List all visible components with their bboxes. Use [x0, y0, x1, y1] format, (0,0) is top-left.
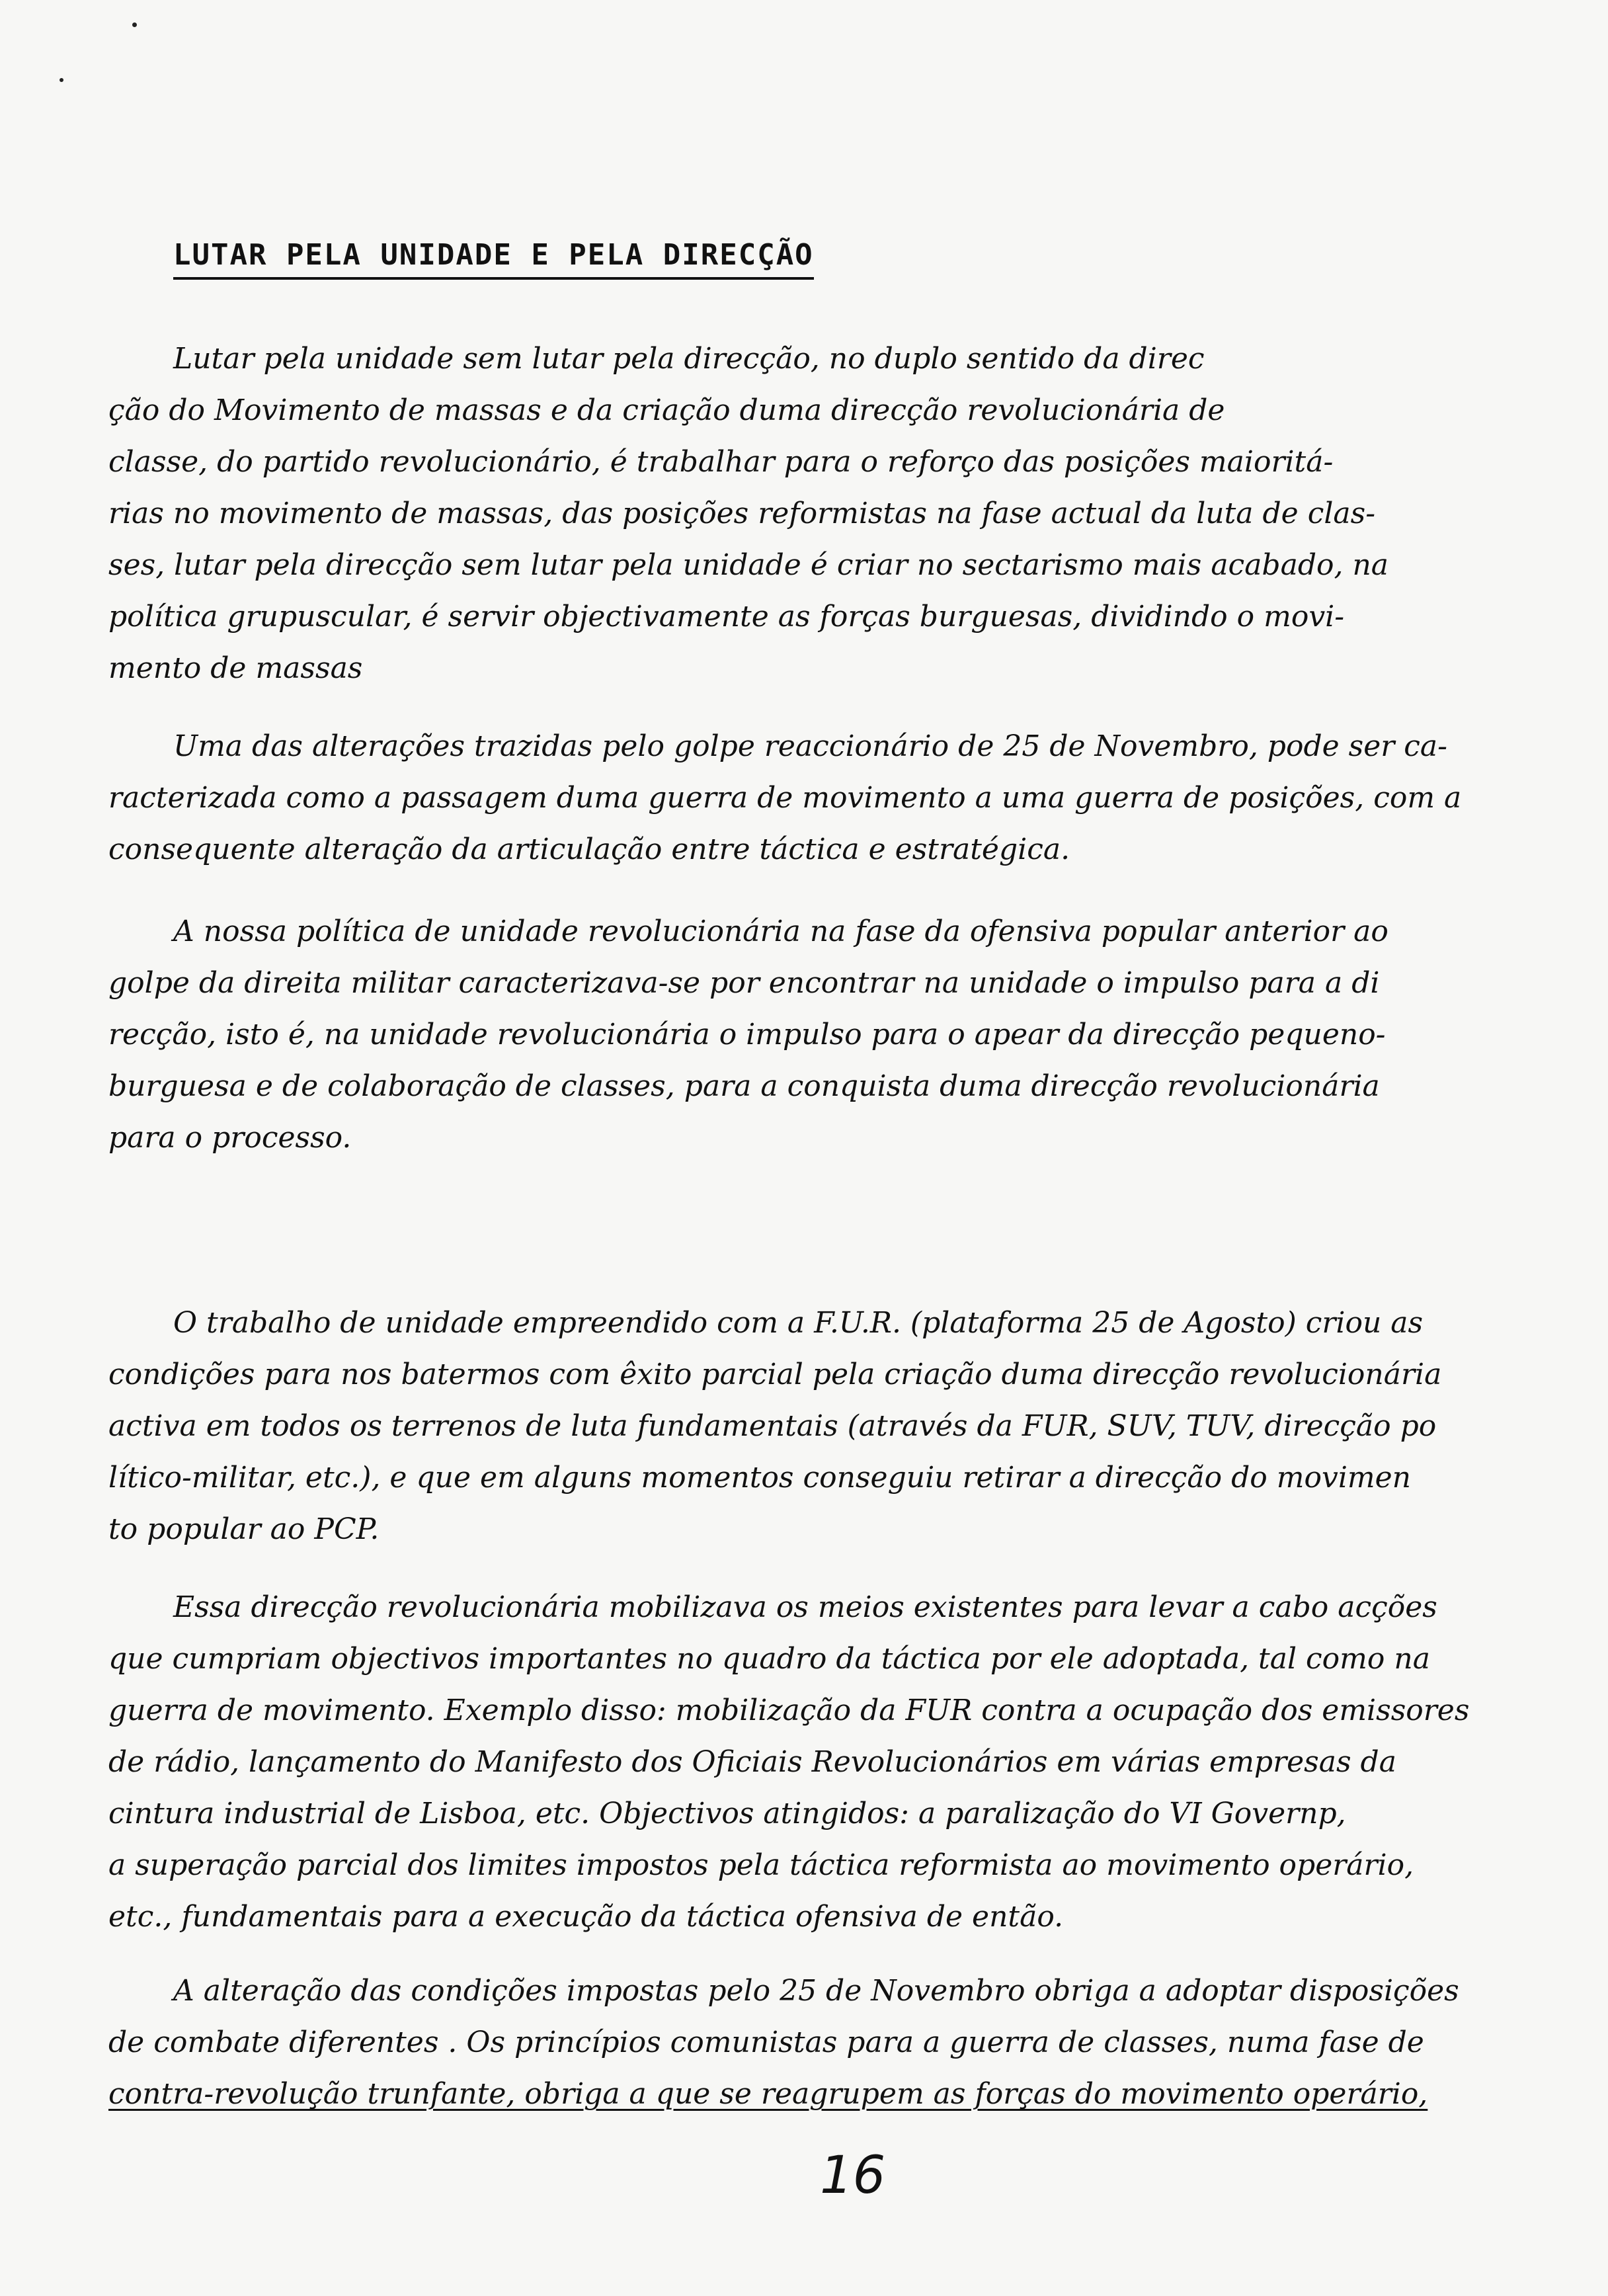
paragraph-line: classe, do partido revolucionário, é trabalhar para o reforço das posições maioritá-	[108, 445, 1334, 479]
paragraph-line: A nossa política de unidade revolucionária na fase da ofensiva popular anterior ao	[173, 915, 1388, 948]
paragraph-line: O trabalho de unidade empreendido com a F.U.R. (plataforma 25 de Agosto) criou as	[173, 1306, 1424, 1340]
paragraph-line: golpe da direita militar caracterizava-se por encontrar na unidade o impulso para a di	[108, 966, 1380, 1000]
paragraph-line: cintura industrial de Lisboa, etc. Objectivos atingidos: a paralização do VI Governp,	[108, 1797, 1346, 1830]
paragraph-4	[108, 1297, 1550, 1555]
paragraph-6	[108, 1965, 1550, 2120]
paragraph-line: que cumpriam objectivos importantes no quadro da táctica por ele adoptada, tal como na	[108, 1642, 1430, 1676]
paragraph-line: lítico-militar, etc.), e que em alguns momentos conseguiu retirar a direcção do movimen	[108, 1461, 1411, 1495]
paragraph-line: de combate diferentes . Os princípios comunistas para a guerra de classes, numa fase de	[108, 2026, 1424, 2059]
paragraph-line: activa em todos os terrenos de luta fundamentais (através da FUR, SUV, TUV, direcção po	[108, 1409, 1437, 1443]
paragraph-1	[108, 333, 1550, 694]
paragraph-line: consequente alteração da articulação entre táctica e estratégica.	[108, 833, 1070, 866]
paragraph-line: ção do Movimento de massas e da criação duma direcção revolucionária de	[108, 393, 1225, 427]
paragraph-line: para o processo.	[108, 1121, 352, 1155]
paragraph-2	[108, 721, 1550, 876]
paragraph-line: política grupuscular, é servir objectivamente as forças burguesas, dividindo o movi-	[108, 600, 1345, 634]
paragraph-line: burguesa e de colaboração de classes, para a conquista duma direcção revolucionária	[108, 1069, 1380, 1103]
page-number: 16	[820, 2146, 886, 2205]
scan-speck	[132, 22, 137, 27]
paragraph-line: guerra de movimento. Exemplo disso: mobilização da FUR contra a ocupação dos emissores	[108, 1694, 1470, 1727]
paragraph-line-underlined: contra-revolução trunfante, obriga a que se reagrupem as forças do movimento operário,	[108, 2077, 1428, 2111]
paragraph-line: Uma das alterações trazidas pelo golpe reaccionário de 25 de Novembro, pode ser ca-	[173, 729, 1448, 763]
scan-speck	[60, 78, 63, 82]
paragraph-line: recção, isto é, na unidade revolucionária o impulso para o apear da direcção pequeno-	[108, 1018, 1386, 1051]
paragraph-line: racterizada como a passagem duma guerra de movimento a uma guerra de posições, com a	[108, 781, 1462, 815]
paragraph-line: rias no movimento de massas, das posições reformistas na fase actual da luta de clas-	[108, 497, 1376, 530]
paragraph-3	[108, 906, 1550, 1164]
paragraph-line: A alteração das condições impostas pelo 25 de Novembro obriga a adoptar disposições	[173, 1974, 1459, 2008]
paragraph-line: etc., fundamentais para a execução da táctica ofensiva de então.	[108, 1900, 1064, 1934]
paragraph-line: Essa direcção revolucionária mobilizava os meios existentes para levar a cabo acções	[173, 1590, 1437, 1624]
paragraph-line: Lutar pela unidade sem lutar pela direcção, no duplo sentido da direc	[173, 342, 1205, 376]
paragraph-line: condições para nos batermos com êxito parcial pela criação duma direcção revolucionária	[108, 1358, 1442, 1391]
paragraph-line: mento de massas	[108, 651, 363, 685]
section-heading: LUTAR PELA UNIDADE E PELA DIRECÇÃO	[173, 238, 814, 280]
paragraph-line: de rádio, lançamento do Manifesto dos Oficiais Revolucionários em várias empresas da	[108, 1745, 1396, 1779]
paragraph-line: ses, lutar pela direcção sem lutar pela unidade é criar no sectarismo mais acabado, na	[108, 548, 1389, 582]
paragraph-line: to popular ao PCP.	[108, 1512, 380, 1546]
paragraph-line: a superação parcial dos limites impostos pela táctica reformista ao movimento operário,	[108, 1848, 1414, 1882]
paragraph-5	[108, 1582, 1550, 1943]
